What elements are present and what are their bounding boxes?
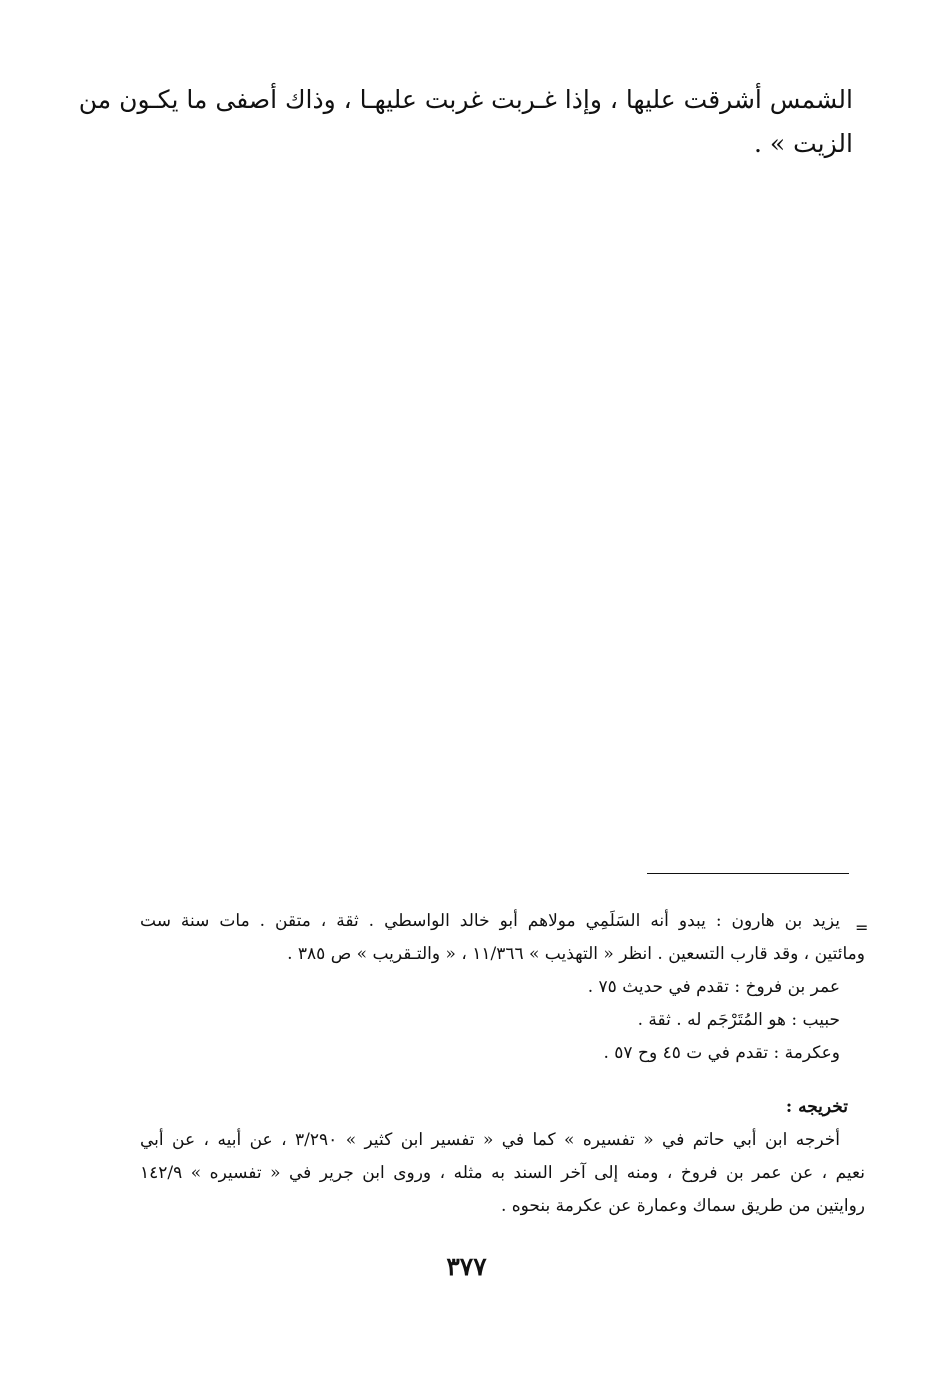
footnote-line-5: وعكرمة : تقدم في ت ٤٥ وح ٥٧ .	[603, 1043, 840, 1063]
footnote-separator	[647, 873, 849, 874]
takhrij-line-2: نعيم ، عن عمر بن فروخ ، ومنه إلى آخر السند به مثله ، وروى ابن جرير في « تفسيره » ١٤٢/٩	[140, 1163, 865, 1183]
footnote-block	[140, 905, 865, 1070]
main-text-line-2: الزيت » .	[754, 129, 853, 158]
takhrij-block	[140, 1124, 865, 1223]
footnote-line-2: ومائتين ، وقد قارب التسعين . انظر « التهذيب » ١١/٣٦٦ ، « والتـقريب » ص ٣٨٥ .	[287, 944, 865, 964]
footnote-line-3: عمر بن فروخ : تقدم في حديث ٧٥ .	[587, 977, 840, 997]
takhrij-line-1: أخرجه ابن أبي حاتم في « تفسيره » كما في « تفسير ابن كثير » ٣/٢٩٠ ، عن أبيه ، عن أبي	[140, 1130, 841, 1150]
footnote-line-1: يزيد بن هارون : يبدو أنه السَلَمِي مولاهم أبو خالد الواسطي . ثقة ، متقن . مات سنة ست	[140, 911, 840, 931]
main-text-line-1: الشمس أشرقت عليها ، وإذا غـربت غربت عليهـا ، وذاك أصفى ما يكـون من	[78, 85, 853, 114]
takhrij-line-3: روايتين من طريق سماك وعمارة عن عكرمة بنحوه .	[500, 1196, 865, 1216]
footnote-line-4: حبيب : هو المُتَرْجَم له . ثقة .	[637, 1010, 840, 1030]
takhrij-heading: تخريجه :	[785, 1097, 848, 1117]
footnote-continuation-mark: =	[855, 918, 869, 937]
main-text-block	[78, 78, 853, 166]
page-number: ٣٧٧	[446, 1252, 487, 1281]
